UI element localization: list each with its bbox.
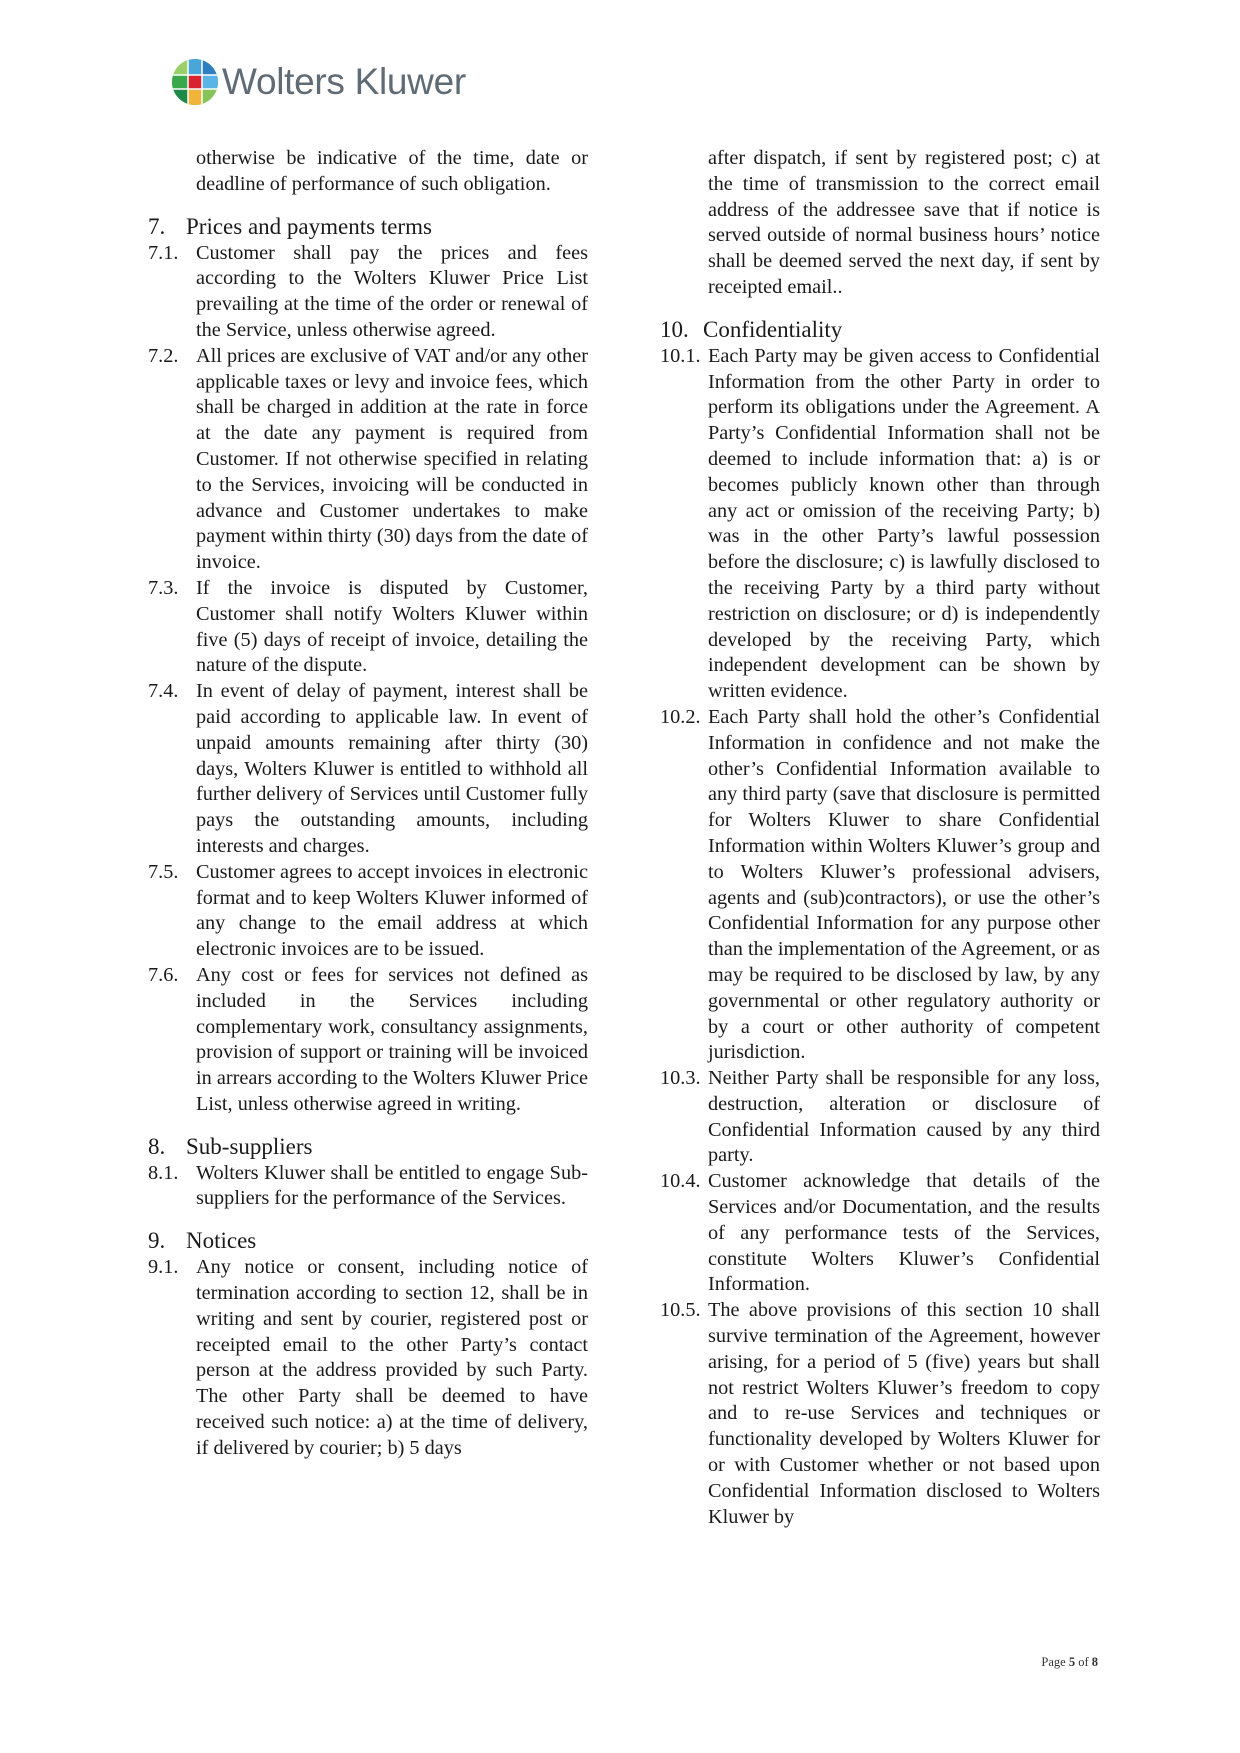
- logo-wordmark: Wolters Kluwer: [222, 61, 466, 102]
- globe-logo-icon: [171, 58, 219, 106]
- section-heading: [148, 213, 588, 241]
- clause: [660, 344, 1100, 705]
- section-number: 7.: [148, 213, 166, 239]
- clause: [660, 1066, 1100, 1169]
- page-total: 8: [1091, 1655, 1098, 1669]
- clause: [148, 1161, 588, 1213]
- clause-number: 7.2.: [148, 344, 179, 367]
- section-number: 8.: [148, 1133, 166, 1159]
- clause: [148, 344, 588, 576]
- section-number: 10.: [660, 316, 689, 342]
- clause-number: 8.1.: [148, 1161, 179, 1184]
- clause-number: 9.1.: [148, 1256, 179, 1279]
- clause-text: Wolters Kluwer shall be entitled to engage Sub-suppliers for the performance of the Services.: [196, 1161, 588, 1210]
- page-label: Page: [1041, 1655, 1066, 1669]
- section-number: 9.: [148, 1228, 166, 1254]
- clause-text: Neither Party shall be responsible for any loss, destruction, alteration or disclosure of Confidential Information caused by any third party.: [708, 1067, 1100, 1167]
- of-label: of: [1078, 1655, 1089, 1669]
- clause: [148, 963, 588, 1118]
- section-title: Confidentiality: [703, 316, 843, 342]
- page-footer: [1041, 1655, 1098, 1670]
- clause-text: If the invoice is disputed by Customer, Customer shall notify Wolters Kluwer within five (5) days of receipt of invoice, detailing the nature of the dispute.: [196, 576, 588, 677]
- clause-number: 10.1.: [660, 344, 701, 367]
- clause-text: Each Party shall hold the other’s Confidential Information in confidence and not make the other’s Confidential Information available to any third party (save that disclosure is permitted for Wolters Kluwer to share Confidential Information within Wolters Kluwer’s group and to Wolters Kluwer’s professional advisers, agents and (sub)contractors), or use the other’s Confidential Information for any purpose other than the implementation of the Agreement, or as may be required to be disclosed by law, by any governmental or other regulatory authority or by a court or other authority of competent jurisdiction.: [708, 705, 1100, 1064]
- clause-number: 7.5.: [148, 860, 179, 883]
- clause: [660, 705, 1100, 1066]
- clause-text: Customer acknowledge that details of the Services and/or Documentation, and the results of any performance tests of the Services, constitute Wolters Kluwer’s Confidential Information.: [708, 1170, 1100, 1296]
- clause-text: In event of delay of payment, interest shall be paid according to applicable law. In event of unpaid amounts remaining after thirty (30) days, Wolters Kluwer is entitled to withhold all further delivery of Services until Customer fully pays the outstanding amounts, including interests and charges.: [196, 680, 589, 857]
- clause-number: 10.5.: [660, 1299, 701, 1322]
- clause-text: All prices are exclusive of VAT and/or any other applicable taxes or levy and invoice fees, which shall be charged in addition at the rate in force at the date any payment is required from Customer. If not otherwise specified in relating to the Services, invoicing will be conducted in advance and Customer undertakes to make payment within thirty (30) days from the date of invoice.: [196, 344, 589, 574]
- clause: [148, 860, 588, 963]
- section-heading: [148, 1133, 588, 1161]
- section-title: Prices and payments terms: [186, 213, 432, 239]
- clause: [660, 1169, 1100, 1298]
- clause-number: 7.3.: [148, 576, 179, 599]
- clause: [148, 1255, 588, 1461]
- clause: [148, 576, 588, 679]
- clause: [148, 241, 588, 344]
- clause-number: 10.4.: [660, 1170, 701, 1193]
- clause-number: 10.2.: [660, 705, 701, 728]
- section-title: Sub-suppliers: [186, 1133, 313, 1159]
- clause: [660, 1298, 1100, 1530]
- continued-paragraph: otherwise be indicative of the time, date or deadline of performance of such obligation.: [196, 147, 588, 195]
- section-heading: [148, 1227, 588, 1255]
- clause-number: 7.6.: [148, 963, 179, 986]
- section-heading: [660, 316, 1100, 344]
- page-number: 5: [1068, 1655, 1076, 1669]
- clause-text: Any cost or fees for services not defined as included in the Services including complementary work, consultancy assignments, provision of support or training will be invoiced in arrears according to the Wolters Kluwer Price List, unless otherwise agreed in writing.: [196, 963, 588, 1115]
- clause-text: Each Party may be given access to Confidential Information from the other Party in order to perform its obligations under the Agreement. A Party’s Confidential Information shall not be deemed to include information that: a) is or becomes publicly known other than through any act or omission of the receiving Party; b) was in the other Party’s lawful possession before the disclosure; c) is lawfully disclosed to the receiving Party by a third party without restriction on disclosure; or d) is independently developed by the receiving Party, which independent development can be shown by written evidence.: [708, 344, 1100, 703]
- right-column: [660, 146, 1100, 1530]
- continued-paragraph: after dispatch, if sent by registered post; c) at the time of transmission to the correct email address of the addressee save that if notice is served outside of normal business hours’ notice shall be deemed served the next day, if sent by receipted email..: [708, 147, 1100, 298]
- company-logo: [171, 56, 466, 108]
- clause-text: Customer agrees to accept invoices in electronic format and to keep Wolters Kluwer informed of any change to the email address at which electronic invoices are to be issued.: [196, 860, 588, 961]
- left-column: [148, 146, 588, 1462]
- clause-number: 10.3.: [660, 1067, 701, 1090]
- clause-text: Customer shall pay the prices and fees according to the Wolters Kluwer Price List prevailing at the time of the order or renewal of the Service, unless otherwise agreed.: [196, 241, 588, 341]
- clause: [148, 679, 588, 860]
- section-title: Notices: [186, 1228, 257, 1254]
- clause-text: Any notice or consent, including notice of termination according to section 12, shall be in writing and sent by courier, registered post or receipted email to the other Party’s contact person at the address provided by such Party. The other Party shall be deemed to have received such notice: a) at the time of delivery, if delivered by courier; b) 5 days: [196, 1256, 588, 1459]
- clause-number: 7.4.: [148, 680, 179, 703]
- clause-number: 7.1.: [148, 241, 179, 264]
- clause-text: The above provisions of this section 10 shall survive termination of the Agreement, however arising, for a period of 5 (five) years but shall not restrict Wolters Kluwer’s freedom to copy and to re-use Services and techniques or functionality developed by Wolters Kluwer for or with Customer whether or not based upon Confidential Information disclosed to Wolters Kluwer by: [708, 1299, 1100, 1528]
